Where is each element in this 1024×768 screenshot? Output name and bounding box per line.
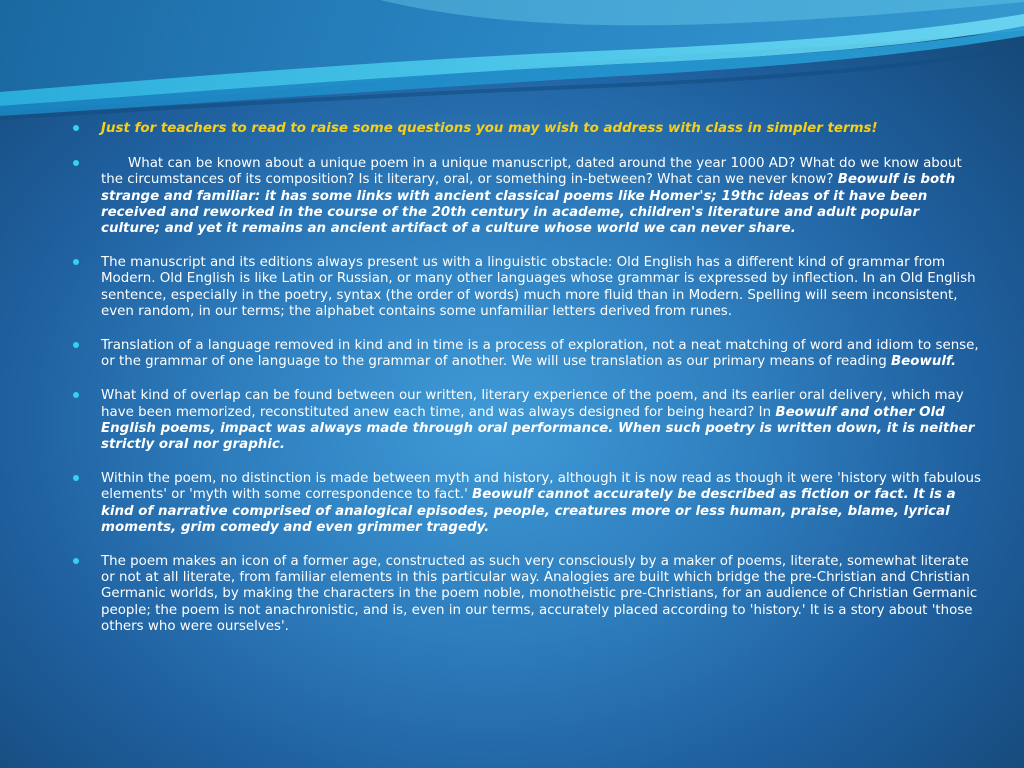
bullet-dot-icon — [73, 392, 79, 398]
bullet-dot-icon — [73, 259, 79, 265]
bullet-dot-icon — [73, 475, 79, 481]
bullet-dot-icon — [73, 342, 79, 348]
bullet-text: What can be known about a unique poem in a unique manuscript, dated around the year 1000 AD? What do we know about the circumstances of its composition? Is it literary, oral, or something in-between? What can we never know? — [101, 156, 962, 188]
bullet-text: Just for teachers to read to raise some questions you may wish to address with class in simpler terms! — [101, 121, 878, 136]
bullet-item-linguistic-obstacle — [72, 255, 982, 320]
bullet-item-myth-history — [72, 471, 982, 536]
bullet-dot-icon — [73, 125, 79, 131]
bullet-text: Translation of a language removed in kind and in time is a process of exploration, not a neat matching of word and idiom to sense, or the grammar of one language to the grammar of another. We will use translation as our primary means of reading — [101, 338, 979, 370]
bullet-emphasis: Beowulf. — [890, 354, 957, 370]
bullet-item-oral-delivery — [72, 388, 982, 453]
bullet-list — [72, 121, 982, 653]
bullet-item-translation — [72, 338, 982, 370]
bullet-dot-icon — [73, 558, 79, 564]
bullet-item-teachers-note — [72, 121, 982, 137]
bullet-emphasis: Beowulf is both strange and familiar: it has some links with ancient classical poems like Homer's; 19thc ideas of it have been received and reworked in the course of the 20th century in academe, children's literature and adult popular culture; and yet it remains an ancient artifact of a culture whose world we can never share. — [101, 172, 956, 237]
bullet-text: The poem makes an icon of a former age, constructed as such very consciously by a maker of poems, literate, somewhat literate or not at all literate, from familiar elements in this particular way. Analogies are built which bridge the pre-Christian and Christian Germanic worlds, by making the characters in the poem noble, monotheistic pre-Christians, for an audience of Christian Germanic people; the poem is not anachronistic, and is, even in our terms, accurately placed according to 'history.' It is a story about 'those others who were ourselves'. — [101, 554, 978, 634]
bullet-item-former-age — [72, 554, 982, 635]
bullet-text: Within the poem, no distinction is made between myth and history, although it is now read as though it were 'history with fabulous elements' or 'myth with some correspondence to fact.' — [101, 471, 982, 503]
bullet-emphasis: Beowulf and other Old English poems, impact was always made through oral performance. When such poetry is written down, it is neither strictly oral nor graphic. — [101, 404, 975, 453]
bullet-dot-icon — [73, 160, 79, 166]
wave-decoration-icon — [0, 0, 1024, 130]
bullet-text: What kind of overlap can be found between our written, literary experience of the poem, and its earlier oral delivery, which may have been memorized, reconstituted anew each time, and was always designed for being heard? In — [101, 388, 964, 420]
bullet-text: The manuscript and its editions always present us with a linguistic obstacle: Old English has a different kind of grammar from Modern. Old English is like Latin or Russian, or many other languages whose grammar is expressed by inflection. In an Old English sentence, especially in the poetry, syntax (the order of words) much more fluid than in Modern. Spelling will seem inconsistent, even random, in our terms; the alphabet contains some unfamiliar letters derived from runes. — [101, 255, 976, 319]
bullet-emphasis: Beowulf cannot accurately be described as fiction or fact. It is a kind of narrative comprised of analogical episodes, people, creatures more or less human, praise, blame, lyrical moments, grim comedy and even grimmer tragedy. — [101, 487, 956, 535]
bullet-item-unique-poem — [72, 156, 982, 237]
